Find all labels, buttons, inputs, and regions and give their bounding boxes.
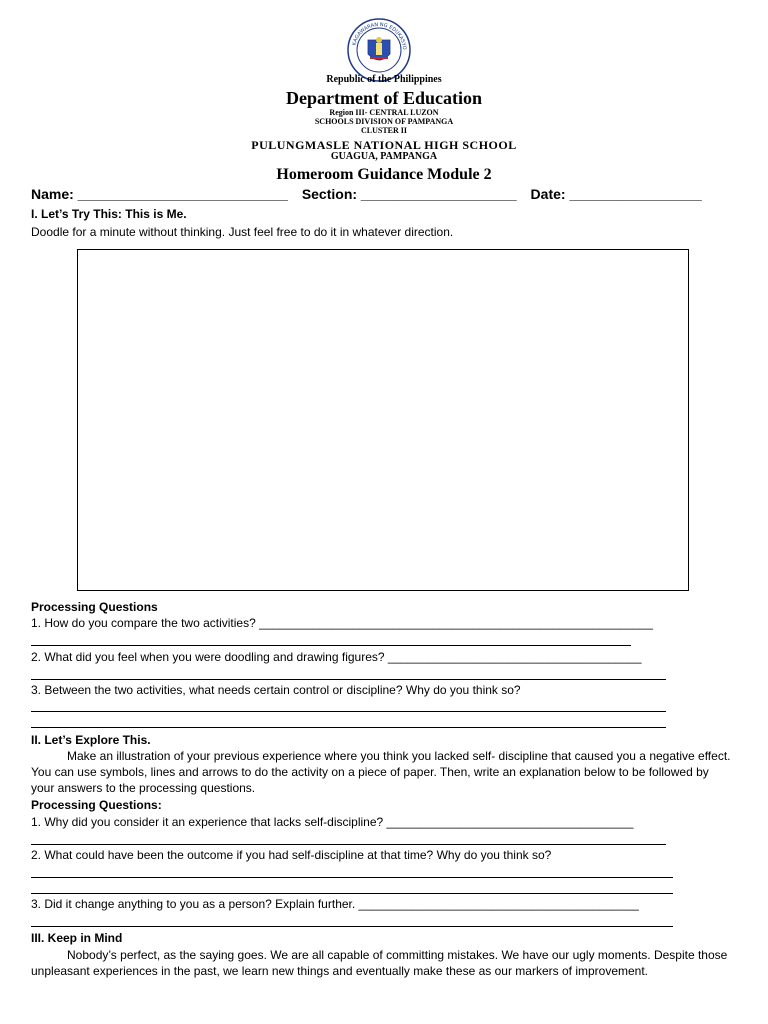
answer-line[interactable] [31,877,673,878]
s1-question-3: 3. Between the two activities, what needs certain control or discipline? Why do you think so? [31,683,521,697]
student-info-row [31,186,731,202]
region-block [0,108,768,135]
section3-heading: III. Keep in Mind [31,931,123,945]
cluster-label: CLUSTER II [360,126,407,135]
section1-instruction: Doodle for a minute without thinking. Just feel free to do it in whatever direction. [31,225,454,239]
answer-line[interactable] [31,711,666,712]
answer-line[interactable] [31,645,631,646]
republic-label: Republic of the Philippines [326,74,442,85]
answer-line[interactable] [31,679,666,680]
doodle-box[interactable] [77,249,689,591]
section3-paragraph: Nobody’s perfect, as the saying goes. We are all capable of committing mistakes. We have our ugly moments. Despite those unpleasant experiences in the past, we learn new things and eventually make these as our markers of improvement. [31,948,728,978]
region-label: Region III- CENTRAL LUZON [329,108,439,117]
deped-seal-logo [347,18,411,82]
school-town: GUAGUA, PAMPANGA [330,151,438,162]
s2-question-2: 2. What could have been the outcome if you had self-discipline at that time? Why do you think so? [31,848,552,862]
section2-paragraph: Make an illustration of your previous experience where you think you lacked self- discipline that caused you a negative effect. You can use symbols, lines and arrows to do the activity on a piece of paper. Then, write an explanation below to be followed by your answers to the processing questions. [31,749,731,795]
division-label: SCHOOLS DIVISION OF PAMPANGA [314,117,454,126]
module-title: Homeroom Guidance Module 2 [276,166,492,183]
s2-question-3: 3. Did it change anything to you as a person? Explain further. __________________________________________ [31,897,639,911]
s1-question-1: 1. How do you compare the two activities? ___________________________________________________________ [31,616,653,630]
svg-text:KAGAWARAN NG EDUKASYON: KAGAWARAN NG EDUKASYO [351,21,408,51]
answer-line[interactable] [31,926,673,927]
section2-heading: II. Let’s Explore This. [31,733,151,747]
department-title: Department of Education [286,88,482,108]
answer-line[interactable] [31,893,673,894]
section1-heading: I. Let’s Try This: This is Me. [31,207,187,221]
school-name: PULUNGMASLE NATIONAL HIGH SCHOOL [251,138,517,152]
s2-processing-heading: Processing Questions: [31,798,162,812]
name-field[interactable]: Name: ___________________________ [31,186,288,202]
answer-line[interactable] [31,844,666,845]
s1-question-2: 2. What did you feel when you were doodling and drawing figures? ______________________________________ [31,650,642,664]
s1-processing-heading: Processing Questions [31,600,158,614]
s2-question-1: 1. Why did you consider it an experience that lacks self-discipline? _____________________________________ [31,815,634,829]
answer-line[interactable] [31,727,666,728]
date-field[interactable]: Date: _________________ [530,186,702,202]
section-field[interactable]: Section: ____________________ [301,186,517,202]
